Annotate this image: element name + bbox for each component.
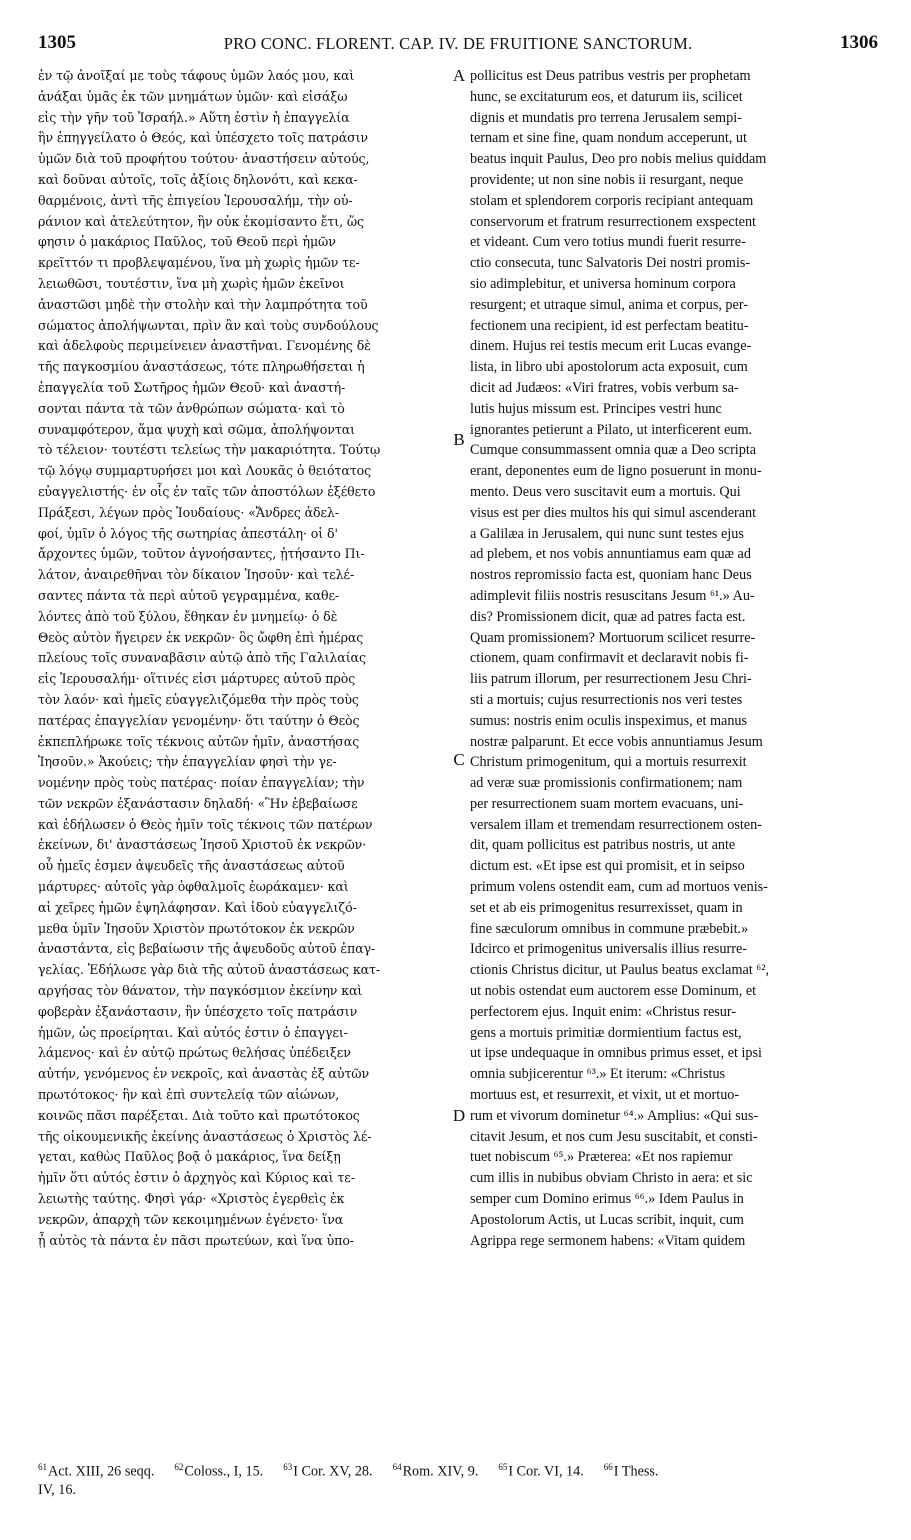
greek-text-line: μάρτυρες· αὐτοῖς γὰρ ὀφθαλμοῖς ἑωράκαμεν· καὶ: [38, 879, 349, 895]
footnote-number: 65: [498, 1462, 508, 1472]
footnote-item: [38, 1462, 154, 1481]
greek-text-line: ἀναστάντα, εἰς βεβαίωσιν τῆς ἀψευδοῦς αὐτοῦ ἐπαγ-: [38, 941, 376, 957]
greek-text-line: ἐν τῷ ἀνοῖξαί με τοὺς τάφους ὑμῶν λαός μου, καὶ: [38, 68, 355, 83]
latin-text-line: adimplevit filiis nostris resuscitans Jesum ⁶¹.» Au-: [470, 587, 755, 604]
footnote-continuation: IV, 16.: [38, 1482, 76, 1498]
greek-text-line: φοί, ὑμῖν ὁ λόγος τῆς σωτηρίας ἀπεστάλη· οἱ δ': [38, 525, 338, 541]
greek-text-line: νεκρῶν, ἀπαρχὴ τῶν κεκοιμημένων ἐγένετο· ἵνα: [38, 1211, 344, 1227]
latin-text-line: lista, in libro ubi apostolorum acta exposuit, cum: [470, 359, 748, 376]
greek-text-line: ἐκείνων, δι' ἀναστάσεως Ἰησοῦ Χριστοῦ ἐκ νεκρῶν·: [38, 837, 367, 853]
greek-text-line: ἐκπεπλήρωκε τοῖς τέκνοις αὐτῶν ἡμῖν, ἀναστήσας: [38, 733, 360, 749]
greek-text-line: αἱ χεῖρες ἡμῶν ἐψηλάφησαν. Καὶ ἰδοὺ εὐαγγελιζό-: [38, 899, 357, 915]
greek-text-line: τῆς παγκοσμίου ἀναστάσεως, τότε πληρωθήσεται ἡ: [38, 359, 365, 375]
latin-text-line: dignis et mundatis pro terrena Jerusalem sempi-: [470, 109, 742, 126]
greek-text-line: φοβερὰν ἐξανάστασιν, ἣν ὑπέσχετο τοῖς πατράσιν: [38, 1003, 358, 1019]
greek-text-line: ράνιον καὶ ἀτελεύτητον, ἣν οὐκ ἐκομίσαντο ἔτι, ὥς: [38, 213, 364, 229]
section-marker-a: A: [452, 66, 466, 85]
greek-text-line: γεται, καθὼς Παῦλος βοᾷ ὁ μακάριος, ἵνα δείξῃ: [38, 1149, 341, 1165]
greek-text-line: λόντες ἀπὸ τοῦ ξύλου, ἔθηκαν ἐν μνημείῳ· ὁ δὲ: [38, 608, 338, 624]
footnote-number: 66: [603, 1462, 613, 1472]
greek-text-line: καὶ ἀδελφοὺς περιμείνειεν ἀναστῆναι. Γενομένης δὲ: [38, 338, 371, 354]
greek-text-line: λειωτὴς ταύτης. Φησὶ γάρ· «Χριστὸς ἐγερθεὶς ἐκ: [38, 1191, 345, 1207]
footnote-item: [604, 1462, 659, 1481]
latin-text-line: Idcirco et primogenitus universalis illius resurre-: [470, 941, 747, 958]
greek-text-line: εὐαγγελιστής· ἐν οἷς ἐν ταῖς τῶν ἀποστόλων ἐξέθετο: [38, 483, 376, 499]
latin-text-line: pollicitus est Deus patribus vestris per prophetam: [470, 68, 751, 84]
running-header: [38, 32, 878, 60]
greek-text-line: κοινῶς πᾶσι παρέξεται. Διὰ τοῦτο καὶ πρωτότοκος: [38, 1107, 360, 1123]
latin-text-line: tuet nobiscum ⁶⁵.» Præterea: «Et nos rapiemur: [470, 1149, 733, 1166]
greek-text-line: ἡμῖν ὅτι αὐτός ἐστιν ὁ ἀρχηγὸς καὶ Κύριος καὶ τε-: [38, 1170, 355, 1186]
latin-text-line: ad veræ suæ promissionis confirmationem; nam: [470, 775, 743, 792]
greek-text-line: ἀνάξαι ὑμᾶς ἐκ τῶν μνημάτων ὑμῶν· καὶ εἰσάξω: [38, 88, 348, 104]
latin-text-line: semper cum Domino erimus ⁶⁶.» Idem Paulus in: [470, 1191, 744, 1208]
greek-text-line: τὸν λαόν· καὶ ἡμεῖς εὐαγγελιζόμεθα τὴν πρὸς τοὺς: [38, 691, 359, 707]
latin-text-line: Apostolorum Actis, ut Lucas scribit, inquit, cum: [470, 1211, 744, 1228]
greek-text-line: ἡμῶν, ὡς προείρηται. Καὶ αὐτός ἐστιν ὁ ἐπαγγει-: [38, 1024, 348, 1040]
section-marker-b: B: [453, 430, 465, 449]
latin-text-line: mortuus est, et resurrexit, et vixit, ut et mortuo-: [470, 1087, 740, 1104]
greek-text-line: εἰς Ἱερουσαλήμ· οἵτινές εἰσι μάρτυρες αὐτοῦ πρὸς: [38, 671, 356, 687]
section-marker-c: C: [453, 750, 465, 769]
greek-text-line: αὐτήν, γενόμενος ἐν νεκροῖς, καὶ ἀναστὰς ἐξ αὐτῶν: [38, 1066, 370, 1082]
latin-text-line: Christum primogenitum, qui a mortuis resurrexit: [470, 754, 747, 771]
latin-text-line: erant, deponentes eum de ligno posuerunt in monu-: [470, 463, 762, 480]
greek-text-line: κρεῖττόν τι προβλεψαμένου, ἵνα μὴ χωρὶς ἡμῶν τε-: [38, 255, 360, 271]
greek-text-line: οὗ ἡμεῖς ἐσμεν ἀψευδεῖς τῆς ἀναστάσεως αὐτοῦ: [38, 858, 345, 874]
latin-text-line: Agrippa rege sermonem habens: «Vitam quidem: [470, 1232, 746, 1249]
greek-text-line: πλείους τοῖς συναναβᾶσιν αὐτῷ ἀπὸ τῆς Γαλιλαίας: [38, 650, 366, 666]
latin-text-line: hunc, se excitaturum eos, et daturum iis, scilicet: [470, 88, 743, 105]
latin-text-line: ignorantes petierunt a Pilato, ut interficerent eum.: [470, 421, 753, 438]
latin-text-line: dis? Promissionem dicit, quæ ad patres facta est.: [470, 608, 746, 625]
latin-text-line: dit, quam pollicitus est patribus nostris, ut ante: [470, 837, 736, 854]
greek-text-line: πρωτότοκος· ἣν καὶ ἐπὶ συντελείᾳ τῶν αἰώνων,: [38, 1087, 340, 1103]
latin-text-line: sumus: nostris enim oculis inspeximus, et manus: [470, 712, 748, 729]
page-number-left: 1305: [38, 32, 76, 53]
greek-text-line: σαντες πάντα τὰ περὶ αὐτοῦ γεγραμμένα, καθε-: [38, 587, 340, 603]
greek-text-line: λάμενος· καὶ ἐν αὐτῷ πρώτως θελήσας ὑπέδειξεν: [38, 1045, 351, 1061]
latin-text-line: dictum est. «Et ipse est qui promisit, et in seipso: [470, 858, 745, 875]
greek-text-line: μεθα ὑμῖν Ἰησοῦν Χριστὸν πρωτότοκον ἐκ νεκρῶν: [38, 920, 355, 936]
latin-text-line: sio adimplebitur, et universa hominum corpora: [470, 275, 736, 292]
greek-text-line: γελίας. Ἐδήλωσε γὰρ διὰ τῆς αὐτοῦ ἀναστάσεως κατ-: [38, 962, 381, 978]
greek-text-line: τὸ τέλειον· τουτέστι τελείως τὴν μακαριότητα. Τούτῳ: [38, 442, 381, 458]
latin-text-line: ut ipse undequaque in omnibus primus esset, et ipsi: [470, 1045, 762, 1062]
greek-text-line: εἰς τὴν γῆν τοῦ Ἰσραήλ.» Αὕτη ἐστὶν ἡ ἐπαγγελία: [38, 109, 350, 125]
greek-text-line: λειωθῶσι, τουτέστιν, ἵνα μὴ χωρὶς ἡμῶν ἐκεῖνοι: [38, 275, 345, 291]
footnotes: [38, 1462, 884, 1481]
footnote-item: [174, 1462, 263, 1481]
latin-text-line: versalem illam et tremendam resurrectionem osten-: [470, 816, 762, 833]
greek-text-line: τῆς οἰκουμενικῆς ἐκείνης ἀναστάσεως ὁ Χριστὸς λέ-: [38, 1128, 372, 1144]
latin-text-line: set et ab eis primogenitus resurrexisset, quam in: [470, 899, 743, 916]
greek-text-line: λάτον, ἀναιρεθῆναι τὸν δίκαιον Ἰησοῦν· καὶ τελέ-: [38, 567, 355, 583]
footnote-number: 63: [283, 1462, 293, 1472]
latin-text-line: fectionem una recipient, id est perfectam beatitu-: [470, 317, 749, 334]
footnote-text: I Thess.: [613, 1463, 659, 1480]
greek-text-line: ἐπαγγελία τοῦ Σωτῆρος ἡμῶν Θεοῦ· καὶ ἀναστή-: [38, 379, 346, 395]
latin-text-line: nostros repromissio facta est, quoniam hanc Deus: [470, 567, 752, 584]
latin-text-line: Quam promissionem? Mortuorum scilicet resurre-: [470, 629, 756, 646]
greek-text-line: θαρμένοις, ἀντὶ τῆς ἐπιγείου Ἱερουσαλήμ, τὴν οὐ-: [38, 192, 353, 208]
greek-text-line: σώματος ἀπολήψωνται, πρὶν ἂν καὶ τοὺς συνδούλους: [38, 317, 379, 333]
greek-text-line: Ἰησοῦν.» Ἀκούεις; τὴν ἐπαγγελίαν φησὶ τὴν γε-: [38, 754, 337, 770]
footnote-number: 61: [38, 1462, 47, 1472]
latin-text-line: ctionis Christus dicitur, ut Paulus beatus exclamat ⁶²,: [470, 962, 770, 979]
footnote-item: [283, 1462, 372, 1481]
latin-text-line: lutis hujus missum est. Principes vestri hunc: [470, 400, 722, 417]
latin-text-line: perfectorem ejus. Inquit enim: «Christus resur-: [470, 1003, 737, 1020]
latin-text-line: nostræ palparunt. Et ecce vobis annuntiamus Jesum: [470, 733, 763, 750]
greek-text-line: Θεὸς αὐτὸν ἤγειρεν ἐκ νεκρῶν· ὃς ὤφθη ἐπὶ ἡμέρας: [38, 629, 364, 645]
greek-text-line: ἀναστῶσι μηδὲ τὴν στολὴν καὶ τὴν λαμπρότητα τοῦ: [38, 296, 368, 312]
footnote-item: [393, 1462, 479, 1481]
page-number-right: 1306: [840, 32, 878, 53]
latin-text-line: citavit Jesum, et nos cum Jesu suscitabit, et consti-: [470, 1128, 758, 1145]
latin-text-line: ut nobis ostendat eum auctorem esse Dominum, et: [470, 983, 757, 1000]
section-marker-d: D: [452, 1106, 466, 1125]
latin-text-line: gens a mortuis primitiæ dormientium factus est,: [470, 1024, 742, 1041]
latin-text-line: conservorum et fratrum resurrectionem exspectent: [470, 213, 756, 230]
latin-text-line: ternam et sine fine, quam nondum acceperunt, ut: [470, 130, 747, 147]
latin-text-line: cum illis in nubibus obviam Christo in aera: et sic: [470, 1170, 753, 1187]
greek-text-line: τῷ λόγῳ συμμαρτυρήσει μοι καὶ Λουκᾶς ὁ θειότατος: [38, 463, 372, 479]
footnote-item: [498, 1462, 583, 1481]
latin-text-line: sti a mortuis; cujus resurrectionis nos veri testes: [470, 691, 743, 708]
greek-text-line: σονται πάντα τὰ τῶν ἀνθρώπων σώματα· καὶ τὸ: [38, 400, 345, 416]
latin-text-line: et videant. Cum vero totius mundi fuerit resurre-: [470, 234, 746, 251]
latin-text-column: [470, 66, 884, 1251]
greek-text-line: καὶ δοῦναι αὐτοῖς, τοῖς ἀξίοις δηλονότι, καὶ κεκα-: [38, 171, 358, 187]
latin-text-line: a Galilæa in Jerusalem, qui nunc sunt testes ejus: [470, 525, 744, 542]
latin-text-line: Cumque consummassent omnia quæ a Deo scripta: [470, 442, 757, 459]
latin-text-line: rum et vivorum dominetur ⁶⁴.» Amplius: «Qui sus-: [470, 1107, 759, 1124]
greek-text-line: ᾖ αὐτὸς τὰ πάντα ἐν πᾶσι πρωτεύων, καὶ ἵνα ὑπο-: [38, 1232, 354, 1248]
greek-text-line: ἄρχοντες ὑμῶν, τοῦτον ἀγνοήσαντες, ᾐτήσαντο Πι-: [38, 546, 365, 562]
greek-text-line: αργήσας τὸν θάνατον, τὴν παγκόσμιον ἐκείνην καὶ: [38, 983, 363, 999]
footnote-text: I Cor. XV, 28.: [293, 1463, 373, 1480]
latin-text-line: primum volens ostendit eam, cum ad mortuos venis-: [470, 879, 768, 896]
latin-text-line: dicit ad Judæos: «Viri fratres, vobis verbum sa-: [470, 379, 739, 396]
greek-text-line: φησιν ὁ μακάριος Παῦλος, τοῦ Θεοῦ περὶ ἡμῶν: [38, 234, 336, 250]
latin-text-line: providente; ut non sine nobis ii resurgant, neque: [470, 171, 744, 188]
greek-text-line: ἣν ἐπηγγείλατο ὁ Θεός, καὶ ὑπέσχετο τοῖς πατράσιν: [38, 130, 368, 146]
greek-text-line: τῶν νεκρῶν ἐξανάστασιν δηλαδή· «Ἣν ἐβεβαίωσε: [38, 795, 358, 811]
latin-text-line: fine sæculorum omnibus in commune præbebit.»: [470, 920, 749, 937]
latin-text-line: liis patrum illorum, per resurrectionem Jesu Chri-: [470, 671, 752, 688]
latin-text-line: stolam et splendorem corporis recipiant antequam: [470, 192, 754, 209]
latin-text-line: beatus inquit Paulus, Deo pro nobis melius quiddam: [470, 151, 767, 168]
greek-text-line: πατέρας ἐπαγγελίαν γενομένην· ὅτι ταύτην ὁ Θεὸς: [38, 712, 360, 728]
latin-text-line: per resurrectionem suam mortem evacuans, uni-: [470, 795, 744, 812]
latin-text-line: ctionem, quam confirmavit et declaravit nobis fi-: [470, 650, 749, 667]
greek-text-column: [38, 66, 450, 1251]
greek-text-line: ὑμῶν διὰ τοῦ προφήτου τούτου· ἀναστήσειν αὐτούς,: [38, 151, 370, 167]
footnote-text: Coloss., I, 15.: [184, 1463, 264, 1480]
footnote-text: I Cor. VI, 14.: [508, 1463, 584, 1480]
latin-text-line: ad plebem, et nos vobis annuntiamus eam quæ ad: [470, 546, 751, 563]
latin-text-line: dinem. Hujus rei testis mecum erit Lucas evange-: [470, 338, 752, 355]
greek-text-line: Πράξεσι, λέγων πρὸς Ἰουδαίους· «Ἄνδρες ἀδελ-: [38, 504, 339, 520]
greek-text-line: συναμφότερον, ἅμα ψυχὴ καὶ σῶμα, ἀπολήψονται: [38, 421, 355, 437]
latin-text-line: resurgent; et utraque simul, anima et corpus, per-: [470, 296, 748, 313]
footnote-text: Rom. XIV, 9.: [402, 1463, 479, 1480]
running-title: PRO CONC. FLORENT. CAP. IV. DE FRUITIONE SANCTORUM.: [223, 34, 693, 53]
latin-text-line: ctio consecuta, tunc Salvatoris Dei nostri promis-: [470, 255, 751, 272]
latin-text-line: mento. Deus vero suscitavit eum a mortuis. Qui: [470, 483, 741, 500]
latin-text-line: omnia subjicerentur ⁶³.» Et iterum: «Christus: [470, 1066, 726, 1083]
latin-text-line: visus est per dies multos his qui simul ascenderant: [470, 504, 757, 521]
greek-text-line: νομένην πρὸς τοὺς πατέρας· ποίαν ἐπαγγελίαν; τὴν: [38, 775, 365, 791]
footnote-number: 62: [174, 1462, 184, 1472]
footnote-text: Act. XIII, 26 seqq.: [48, 1463, 155, 1480]
greek-text-line: καὶ ἐδήλωσεν ὁ Θεὸς ἡμῖν τοῖς τέκνοις τῶν πατέρων: [38, 816, 373, 832]
footnote-number: 64: [392, 1462, 402, 1472]
